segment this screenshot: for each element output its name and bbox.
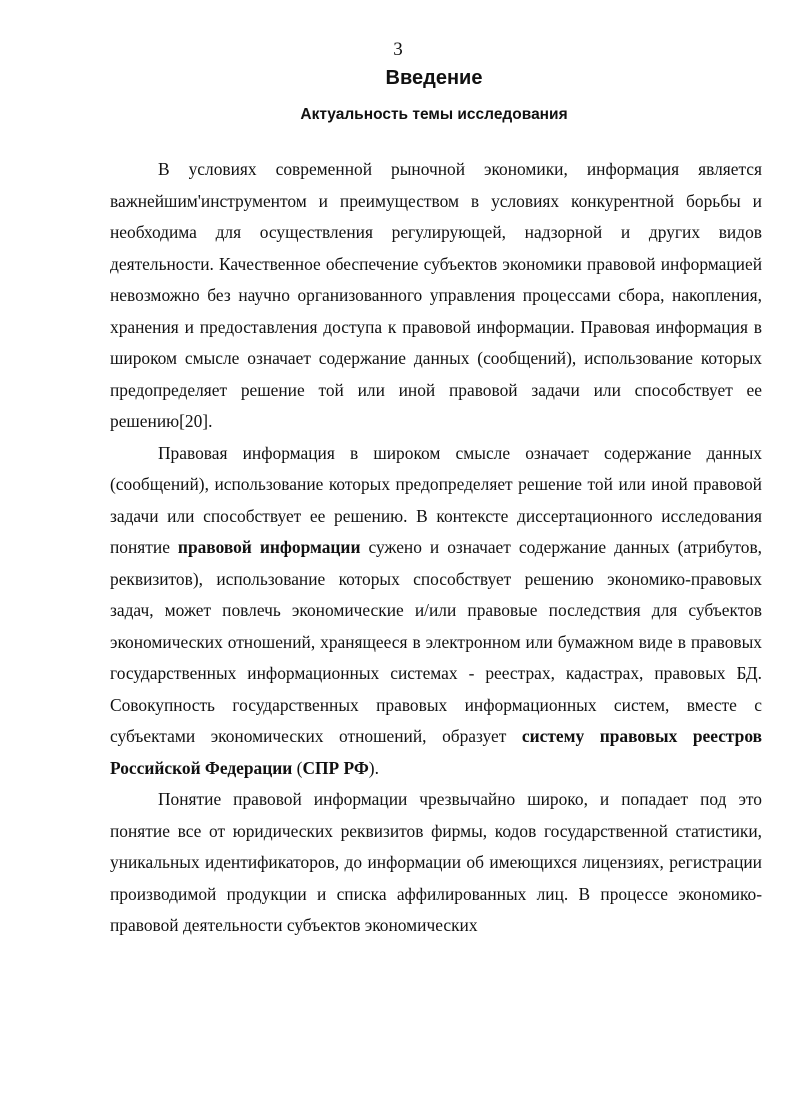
paragraph-2-text-3: ( [292,757,303,778]
paragraph-2 [110,438,762,785]
section-title: Введение [385,67,483,89]
section-subtitle: Актуальность темы исследования [300,106,568,123]
term-abbreviation: СПР РФ [302,757,369,778]
body-text [110,154,762,942]
paragraph-2-text-4: ). [368,757,379,778]
paragraph-1: В условиях современной рыночной экономики, информация является важнейшим'инструментом и преимуществом в условиях конкурентной борьбы и необходима для осуществления регулирующей, надзорной и других видов деятельности. Качественное обеспечение субъектов экономики правовой информацией невозможно без научно организованного управления процессами сбора, накопления, хранения и предоставления доступа к правовой информации. Правовая информация в широком смысле означает содержание данных (сообщений), использование которых предопределяет решение той или иной правовой задачи или способствует ее решению[20]. [110,159,762,431]
page-number: 3 [393,39,403,60]
paragraph-3: Понятие правовой информации чрезвычайно широко, и попадает под это понятие все от юридических реквизитов фирмы, кодов государственной статистики, уникальных идентификаторов, до информации об имеющихся лицензиях, регистрации производимой продукции и списка аффилированных лиц. В процессе экономико-правовой деятельности субъектов экономических [110,789,762,935]
paragraph-2-text-2: сужено и означает содержание данных (атрибутов, реквизитов), использование которых способствует решению экономико-правовых задач, может повлечь экономические и/или правовые последствия для субъектов экономических отношений, хранящееся в электронном или бумажном виде в правовых государственных информационных системах - реестрах, кадастрах, правовых БД. Совокупность государственных правовых информационных систем, вместе с субъектами экономических отношений, образует [110,537,763,746]
term-legal-registry-system: систему правовых реестров Российской Федерации [110,726,762,778]
paragraph-2-text-1: Правовая информация в широком смысле означает содержание данных (сообщений), использование которых предопределяет решение той или иной правовой задачи или способствует ее решению. В контексте диссертационного исследования понятие [110,442,762,557]
term-legal-information: правовой информации [177,537,361,557]
